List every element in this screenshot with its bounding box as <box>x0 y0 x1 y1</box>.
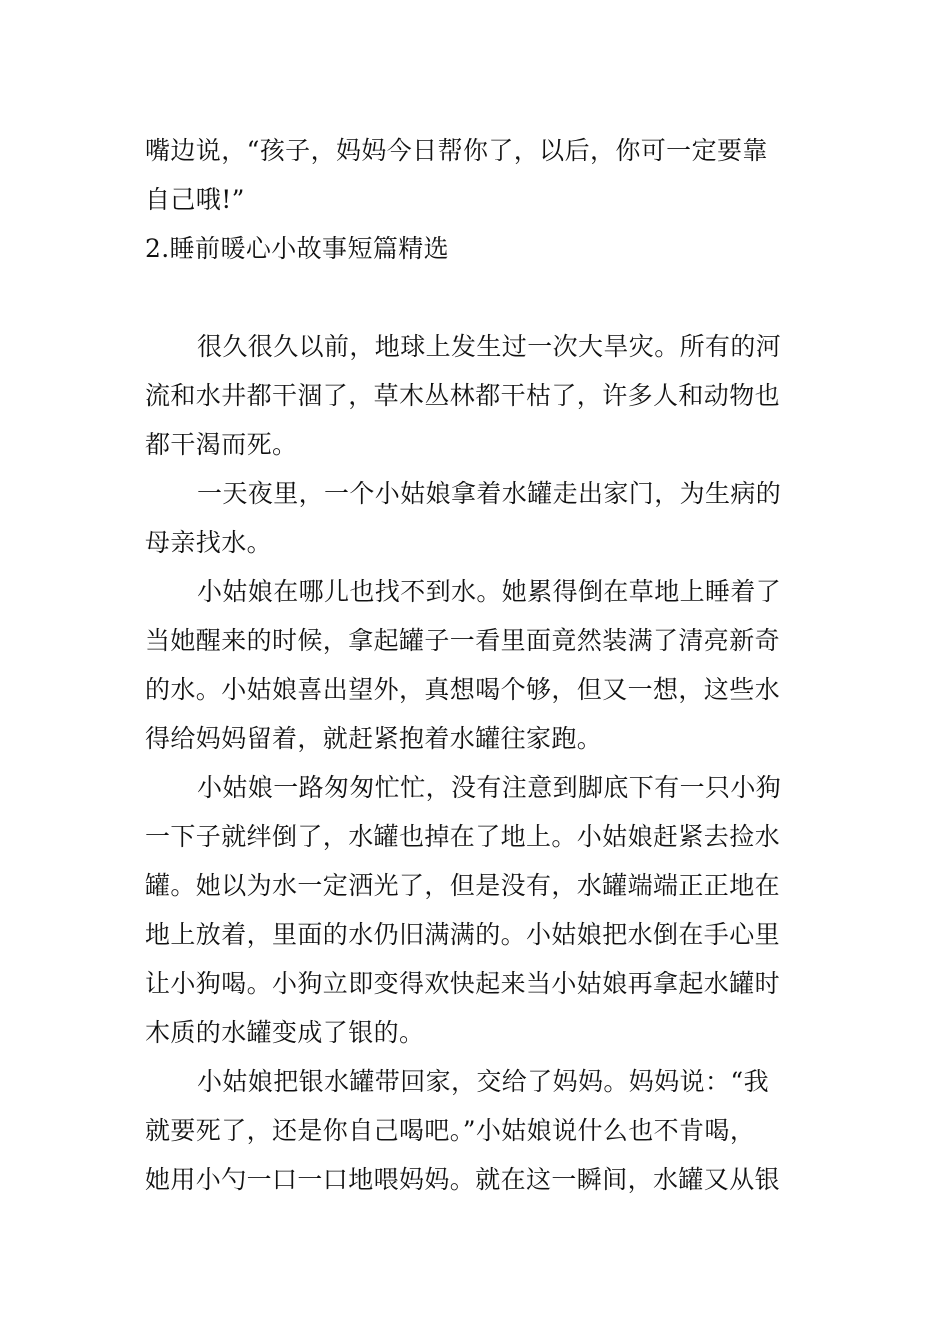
intro-line-2: 自己哦!” <box>145 185 245 214</box>
paragraph-line: 流和水井都干涸了，草木丛林都干枯了，许多人和动物也 <box>145 381 781 410</box>
paragraph-line: 得给妈妈留着，就赶紧抱着水罐往家跑。 <box>145 724 603 753</box>
paragraph-line: 一下子就绊倒了，水罐也掉在了地上。小姑娘赶紧去捡水 <box>145 822 781 851</box>
paragraph-line: 小姑娘把银水罐带回家，交给了妈妈。妈妈说：“我 <box>197 1067 769 1096</box>
paragraph-line: 木质的水罐变成了银的。 <box>145 1018 425 1047</box>
paragraph-4 <box>145 763 807 1057</box>
blank-line <box>145 273 807 322</box>
paragraph-line: 都干渴而死。 <box>145 430 298 459</box>
paragraph-line: 当她醒来的时候，拿起罐子一看里面竟然装满了清亮新奇 <box>145 626 781 655</box>
paragraph-line: 就要死了，还是你自己喝吧。”小姑娘说什么也不肯喝， <box>145 1116 756 1145</box>
intro-line-1: 嘴边说，“孩子，妈妈今日帮你了，以后，你可一定要靠 <box>145 136 768 165</box>
paragraph-2 <box>145 469 807 567</box>
paragraph-line: 很久很久以前，地球上发生过一次大旱灾。所有的河 <box>197 332 782 361</box>
paragraph-line: 地上放着，里面的水仍旧满满的。小姑娘把水倒在手心里 <box>145 920 781 949</box>
paragraph-line: 一天夜里，一个小姑娘拿着水罐走出家门，为生病的 <box>197 479 782 508</box>
section-heading: 2.睡前暖心小故事短篇精选 <box>145 234 450 263</box>
paragraph-line: 小姑娘在哪儿也找不到水。她累得倒在草地上睡着了 <box>197 577 782 606</box>
paragraph-3 <box>145 567 807 763</box>
paragraph-line: 的水。小姑娘喜出望外，真想喝个够，但又一想，这些水 <box>145 675 781 704</box>
paragraph-5 <box>145 1057 807 1204</box>
intro-text <box>145 126 807 1204</box>
paragraph-line: 母亲找水。 <box>145 528 273 557</box>
paragraph-line: 她用小勺一口一口地喂妈妈。就在这一瞬间，水罐又从银 <box>145 1165 781 1194</box>
paragraph-line: 让小狗喝。小狗立即变得欢快起来当小姑娘再拿起水罐时 <box>145 969 781 998</box>
paragraph-line: 罐。她以为水一定洒光了，但是没有，水罐端端正正地在 <box>145 871 781 900</box>
paragraph-line: 小姑娘一路匆匆忙忙，没有注意到脚底下有一只小狗 <box>197 773 782 802</box>
paragraph-1 <box>145 322 807 469</box>
